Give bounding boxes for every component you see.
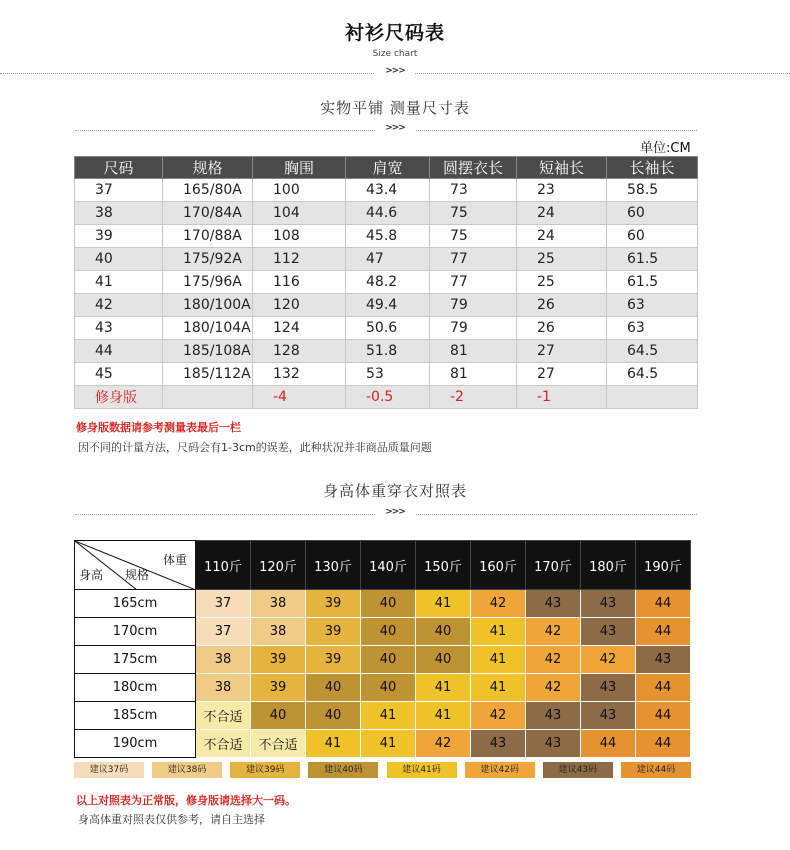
table-cell: 79 bbox=[430, 294, 517, 317]
table-cell: -0.5 bbox=[346, 386, 430, 409]
column-header: 规格 bbox=[163, 157, 253, 179]
page-subtitle: Size chart bbox=[372, 49, 418, 59]
table-cell: 42 bbox=[75, 294, 163, 317]
table-cell: 修身版 bbox=[75, 386, 163, 409]
weight-header: 190斤 bbox=[636, 541, 691, 590]
table-cell: 60 bbox=[607, 202, 698, 225]
table-cell: 170/88A bbox=[163, 225, 253, 248]
table-cell: 75 bbox=[430, 225, 517, 248]
table-cell: 185/112A bbox=[163, 363, 253, 386]
size-cell: 42 bbox=[526, 674, 581, 702]
legend-item: 建议43码 bbox=[543, 762, 613, 778]
size-cell: 41 bbox=[361, 730, 416, 758]
arrows-icon: >>> bbox=[0, 123, 790, 133]
size-cell: 39 bbox=[306, 646, 361, 674]
table-cell: 75 bbox=[430, 202, 517, 225]
legend-item: 建议42码 bbox=[465, 762, 535, 778]
size-cell: 40 bbox=[361, 674, 416, 702]
table-cell bbox=[163, 386, 253, 409]
size-cell: 42 bbox=[526, 618, 581, 646]
table-cell: 63 bbox=[607, 317, 698, 340]
table-cell: 43 bbox=[75, 317, 163, 340]
table-cell: 43.4 bbox=[346, 179, 430, 202]
reference-note: 身高体重对照表仅供参考，请自主选择 bbox=[78, 813, 265, 826]
table-cell: 24 bbox=[517, 225, 607, 248]
table-cell: 58.5 bbox=[607, 179, 698, 202]
table-cell: 49.4 bbox=[346, 294, 430, 317]
normal-fit-note: 以上对照表为正常版，修身版请选择大一码。 bbox=[76, 794, 296, 807]
table-cell: 124 bbox=[253, 317, 346, 340]
size-cell: 43 bbox=[581, 674, 636, 702]
unit-label: 单位:CM bbox=[640, 141, 691, 156]
legend-item: 建议41码 bbox=[387, 762, 457, 778]
size-cell: 40 bbox=[361, 590, 416, 618]
size-cell: 38 bbox=[196, 646, 251, 674]
size-cell: 44 bbox=[636, 702, 691, 730]
size-cell: 40 bbox=[416, 646, 471, 674]
weight-header: 180斤 bbox=[581, 541, 636, 590]
legend-item: 建议37码 bbox=[74, 762, 144, 778]
size-cell: 44 bbox=[636, 590, 691, 618]
table-cell: 128 bbox=[253, 340, 346, 363]
column-header: 肩宽 bbox=[346, 157, 430, 179]
height-cell: 170cm bbox=[75, 618, 196, 646]
size-cell: 41 bbox=[471, 618, 526, 646]
table-cell: -2 bbox=[430, 386, 517, 409]
size-cell: 43 bbox=[526, 730, 581, 758]
size-cell: 38 bbox=[251, 618, 306, 646]
size-cell: 39 bbox=[306, 618, 361, 646]
error-note: 因不同的计量方法，尺码会有1-3cm的误差，此种状况并非商品质量问题 bbox=[78, 441, 432, 454]
size-cell: 不合适 bbox=[196, 702, 251, 730]
table-cell: 60 bbox=[607, 225, 698, 248]
table-cell: 175/96A bbox=[163, 271, 253, 294]
legend-item: 建议44码 bbox=[621, 762, 691, 778]
table-cell: 132 bbox=[253, 363, 346, 386]
height-cell: 175cm bbox=[75, 646, 196, 674]
table-row bbox=[75, 225, 698, 248]
table-cell: 48.2 bbox=[346, 271, 430, 294]
table-cell: 41 bbox=[75, 271, 163, 294]
table-cell: 51.8 bbox=[346, 340, 430, 363]
table-cell: 61.5 bbox=[607, 271, 698, 294]
table-row bbox=[75, 702, 691, 730]
height-weight-table bbox=[74, 540, 691, 758]
table-row bbox=[75, 202, 698, 225]
table-cell: 120 bbox=[253, 294, 346, 317]
table-cell: 63 bbox=[607, 294, 698, 317]
arrows-icon: >>> bbox=[0, 66, 790, 76]
size-cell: 37 bbox=[196, 590, 251, 618]
weight-header: 140斤 bbox=[361, 541, 416, 590]
weight-header: 110斤 bbox=[196, 541, 251, 590]
size-cell: 42 bbox=[581, 646, 636, 674]
table-cell: 180/100A bbox=[163, 294, 253, 317]
table-cell: 40 bbox=[75, 248, 163, 271]
legend-item: 建议39码 bbox=[230, 762, 300, 778]
table-cell: 81 bbox=[430, 340, 517, 363]
size-cell: 43 bbox=[526, 702, 581, 730]
table-row bbox=[75, 294, 698, 317]
table-row bbox=[75, 730, 691, 758]
table-cell: 116 bbox=[253, 271, 346, 294]
size-cell: 43 bbox=[526, 590, 581, 618]
table-cell: 38 bbox=[75, 202, 163, 225]
size-cell: 40 bbox=[251, 702, 306, 730]
table-row bbox=[75, 674, 691, 702]
legend-item: 建议40码 bbox=[308, 762, 378, 778]
size-cell: 43 bbox=[581, 590, 636, 618]
table-row bbox=[75, 340, 698, 363]
table-cell: 61.5 bbox=[607, 248, 698, 271]
table-cell: 77 bbox=[430, 271, 517, 294]
size-legend bbox=[74, 762, 691, 778]
slim-fit-row bbox=[75, 386, 698, 409]
size-cell: 44 bbox=[581, 730, 636, 758]
measure-table bbox=[74, 156, 698, 409]
table-cell: 26 bbox=[517, 317, 607, 340]
table-cell: 27 bbox=[517, 363, 607, 386]
table-row bbox=[75, 317, 698, 340]
table-cell: 185/108A bbox=[163, 340, 253, 363]
table-row bbox=[75, 590, 691, 618]
weight-header: 130斤 bbox=[306, 541, 361, 590]
fit-note: 修身版数据请参考测量表最后一栏 bbox=[76, 421, 241, 434]
size-cell: 39 bbox=[306, 590, 361, 618]
table-row bbox=[75, 271, 698, 294]
table-cell: 64.5 bbox=[607, 363, 698, 386]
size-cell: 43 bbox=[581, 618, 636, 646]
corner-weight-label: 体重 bbox=[162, 553, 187, 567]
table-cell: 175/92A bbox=[163, 248, 253, 271]
arrows-icon: >>> bbox=[0, 507, 790, 517]
hw-section-title: 身高体重穿衣对照表 bbox=[322, 482, 467, 500]
table-row bbox=[75, 646, 691, 674]
size-cell: 40 bbox=[361, 618, 416, 646]
table-cell: 37 bbox=[75, 179, 163, 202]
column-header: 短袖长 bbox=[517, 157, 607, 179]
column-header: 圆摆衣长 bbox=[430, 157, 517, 179]
column-header: 尺码 bbox=[75, 157, 163, 179]
weight-header: 150斤 bbox=[416, 541, 471, 590]
table-cell: 45 bbox=[75, 363, 163, 386]
size-cell: 43 bbox=[581, 702, 636, 730]
size-cell: 42 bbox=[526, 646, 581, 674]
table-cell: 79 bbox=[430, 317, 517, 340]
size-cell: 40 bbox=[306, 702, 361, 730]
table-cell: 24 bbox=[517, 202, 607, 225]
size-cell: 41 bbox=[471, 674, 526, 702]
table-cell: 27 bbox=[517, 340, 607, 363]
table-cell: 112 bbox=[253, 248, 346, 271]
size-cell: 44 bbox=[636, 674, 691, 702]
weight-header: 170斤 bbox=[526, 541, 581, 590]
size-cell: 37 bbox=[196, 618, 251, 646]
table-cell: 23 bbox=[517, 179, 607, 202]
height-cell: 185cm bbox=[75, 702, 196, 730]
table-cell: 44 bbox=[75, 340, 163, 363]
size-cell: 41 bbox=[361, 702, 416, 730]
height-cell: 180cm bbox=[75, 674, 196, 702]
table-corner bbox=[75, 541, 196, 590]
height-cell: 190cm bbox=[75, 730, 196, 758]
size-cell: 38 bbox=[196, 674, 251, 702]
page-title: 衬衫尺码表 bbox=[344, 22, 445, 44]
table-cell: 180/104A bbox=[163, 317, 253, 340]
size-cell: 40 bbox=[306, 674, 361, 702]
table-cell: 44.6 bbox=[346, 202, 430, 225]
size-cell: 40 bbox=[416, 618, 471, 646]
size-cell: 44 bbox=[636, 618, 691, 646]
table-cell: 64.5 bbox=[607, 340, 698, 363]
measure-section-title: 实物平铺 测量尺寸表 bbox=[320, 99, 470, 117]
corner-height-label: 身高 bbox=[79, 568, 104, 582]
weight-header: 160斤 bbox=[471, 541, 526, 590]
table-cell: -4 bbox=[253, 386, 346, 409]
size-cell: 41 bbox=[416, 674, 471, 702]
legend-item: 建议38码 bbox=[152, 762, 222, 778]
table-cell bbox=[607, 386, 698, 409]
table-row bbox=[75, 363, 698, 386]
table-row bbox=[75, 618, 691, 646]
table-cell: 45.8 bbox=[346, 225, 430, 248]
table-cell: 73 bbox=[430, 179, 517, 202]
table-cell: 25 bbox=[517, 271, 607, 294]
table-cell: 104 bbox=[253, 202, 346, 225]
size-cell: 41 bbox=[306, 730, 361, 758]
table-cell: 50.6 bbox=[346, 317, 430, 340]
size-cell: 38 bbox=[251, 590, 306, 618]
size-cell: 不合适 bbox=[196, 730, 251, 758]
size-cell: 44 bbox=[636, 730, 691, 758]
column-header: 长袖长 bbox=[607, 157, 698, 179]
table-cell: 100 bbox=[253, 179, 346, 202]
size-cell: 43 bbox=[636, 646, 691, 674]
size-cell: 39 bbox=[251, 674, 306, 702]
table-cell: 77 bbox=[430, 248, 517, 271]
table-cell: -1 bbox=[517, 386, 607, 409]
table-header-row bbox=[75, 541, 691, 590]
column-header: 胸围 bbox=[253, 157, 346, 179]
corner-spec-label: 规格 bbox=[125, 568, 150, 582]
table-header-row bbox=[75, 157, 698, 179]
table-cell: 81 bbox=[430, 363, 517, 386]
size-cell: 41 bbox=[471, 646, 526, 674]
table-cell: 26 bbox=[517, 294, 607, 317]
size-cell: 42 bbox=[416, 730, 471, 758]
size-cell: 41 bbox=[416, 702, 471, 730]
size-cell: 43 bbox=[471, 730, 526, 758]
table-cell: 39 bbox=[75, 225, 163, 248]
height-cell: 165cm bbox=[75, 590, 196, 618]
table-cell: 165/80A bbox=[163, 179, 253, 202]
table-cell: 53 bbox=[346, 363, 430, 386]
table-cell: 47 bbox=[346, 248, 430, 271]
size-cell: 40 bbox=[361, 646, 416, 674]
size-cell: 42 bbox=[471, 590, 526, 618]
table-cell: 170/84A bbox=[163, 202, 253, 225]
size-cell: 不合适 bbox=[251, 730, 306, 758]
table-cell: 25 bbox=[517, 248, 607, 271]
table-cell: 108 bbox=[253, 225, 346, 248]
size-cell: 42 bbox=[471, 702, 526, 730]
weight-header: 120斤 bbox=[251, 541, 306, 590]
size-cell: 39 bbox=[251, 646, 306, 674]
table-row bbox=[75, 179, 698, 202]
table-row bbox=[75, 248, 698, 271]
size-cell: 41 bbox=[416, 590, 471, 618]
